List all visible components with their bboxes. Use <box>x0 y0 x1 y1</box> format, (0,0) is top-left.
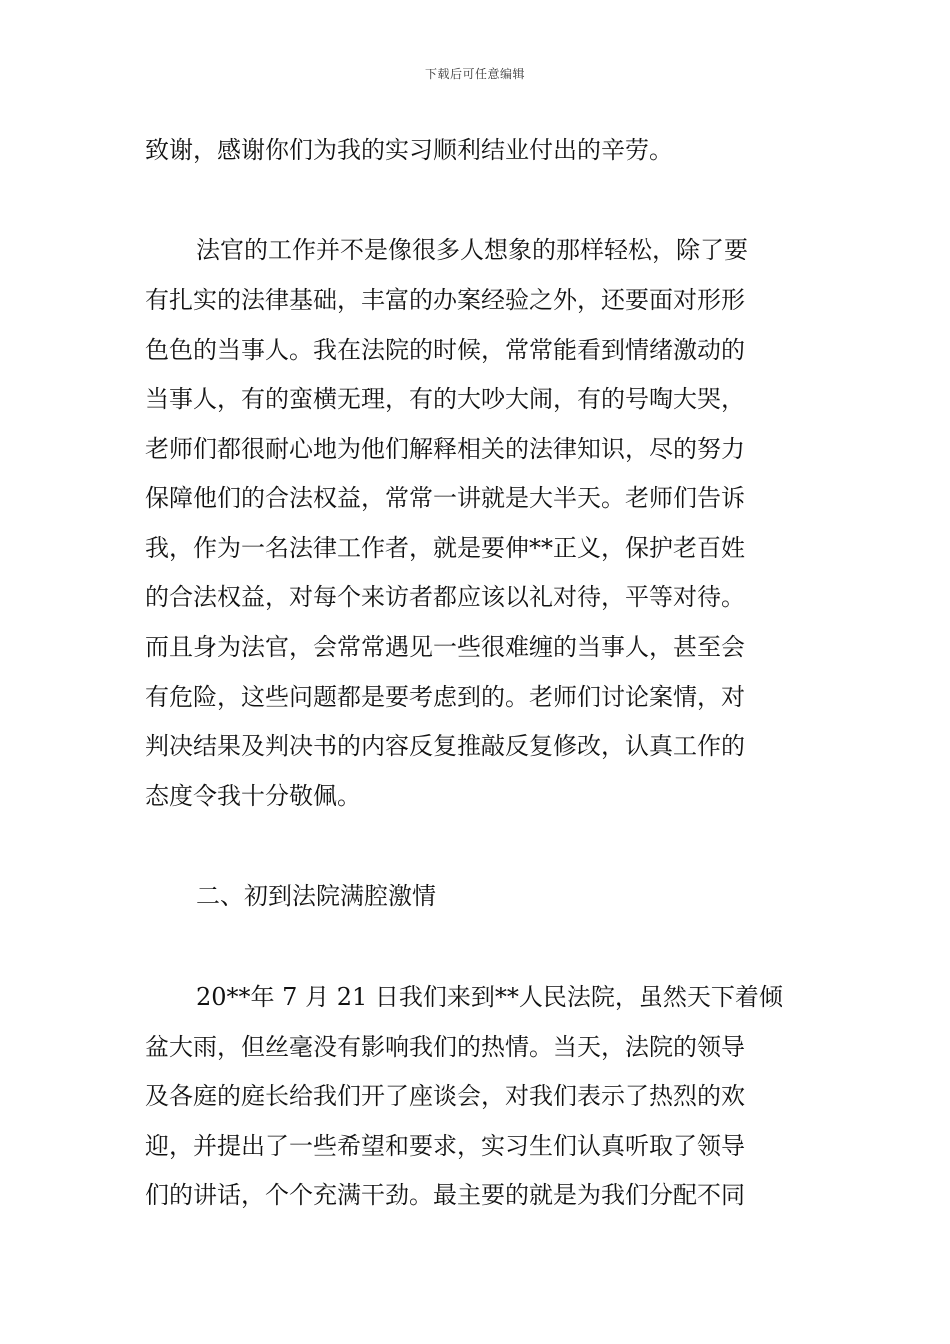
text-line-15: 20**年 7 月 21 日我们来到**人民法院，虽然天下着倾 <box>196 983 783 1011</box>
text-line-16: 盆大雨，但丝毫没有影响我们的热情。当天，法院的领导 <box>145 1033 745 1061</box>
text-line-12: 判决结果及判决书的内容反复推敲反复修改，认真工作的 <box>145 732 745 760</box>
text-line-10: 而且身为法官，会常常遇见一些很难缠的当事人，甚至会 <box>145 633 745 661</box>
section-heading: 二、初到法院满腔激情 <box>196 882 436 910</box>
page-header: 下载后可任意编辑 <box>424 67 525 81</box>
text-line-8: 我，作为一名法律工作者，就是要伸**正义，保护老百姓 <box>145 534 745 562</box>
text-line-9: 的合法权益，对每个来访者都应该以礼对待，平等对待。 <box>145 583 745 611</box>
text-line-2: 法官的工作并不是像很多人想象的那样轻松，除了要 <box>196 236 748 264</box>
text-line-13: 态度令我十分敬佩。 <box>145 782 361 810</box>
text-line-1: 致谢，感谢你们为我的实习顺利结业付出的辛劳。 <box>145 136 673 164</box>
text-line-4: 色色的当事人。我在法院的时候，常常能看到情绪激动的 <box>145 336 745 364</box>
text-line-17: 及各庭的庭长给我们开了座谈会，对我们表示了热烈的欢 <box>145 1082 745 1110</box>
text-line-5: 当事人，有的蛮横无理，有的大吵大闹，有的号啕大哭， <box>145 385 745 413</box>
text-line-6: 老师们都很耐心地为他们解释相关的法律知识，尽的努力 <box>145 435 745 463</box>
text-line-3: 有扎实的法律基础，丰富的办案经验之外，还要面对形形 <box>145 286 745 314</box>
text-line-19: 们的讲话，个个充满干劲。最主要的就是为我们分配不同 <box>145 1181 745 1209</box>
text-line-18: 迎，并提出了一些希望和要求，实习生们认真听取了领导 <box>145 1132 745 1160</box>
text-line-11: 有危险，这些问题都是要考虑到的。老师们讨论案情，对 <box>145 683 745 711</box>
text-line-7: 保障他们的合法权益，常常一讲就是大半天。老师们告诉 <box>145 484 745 512</box>
